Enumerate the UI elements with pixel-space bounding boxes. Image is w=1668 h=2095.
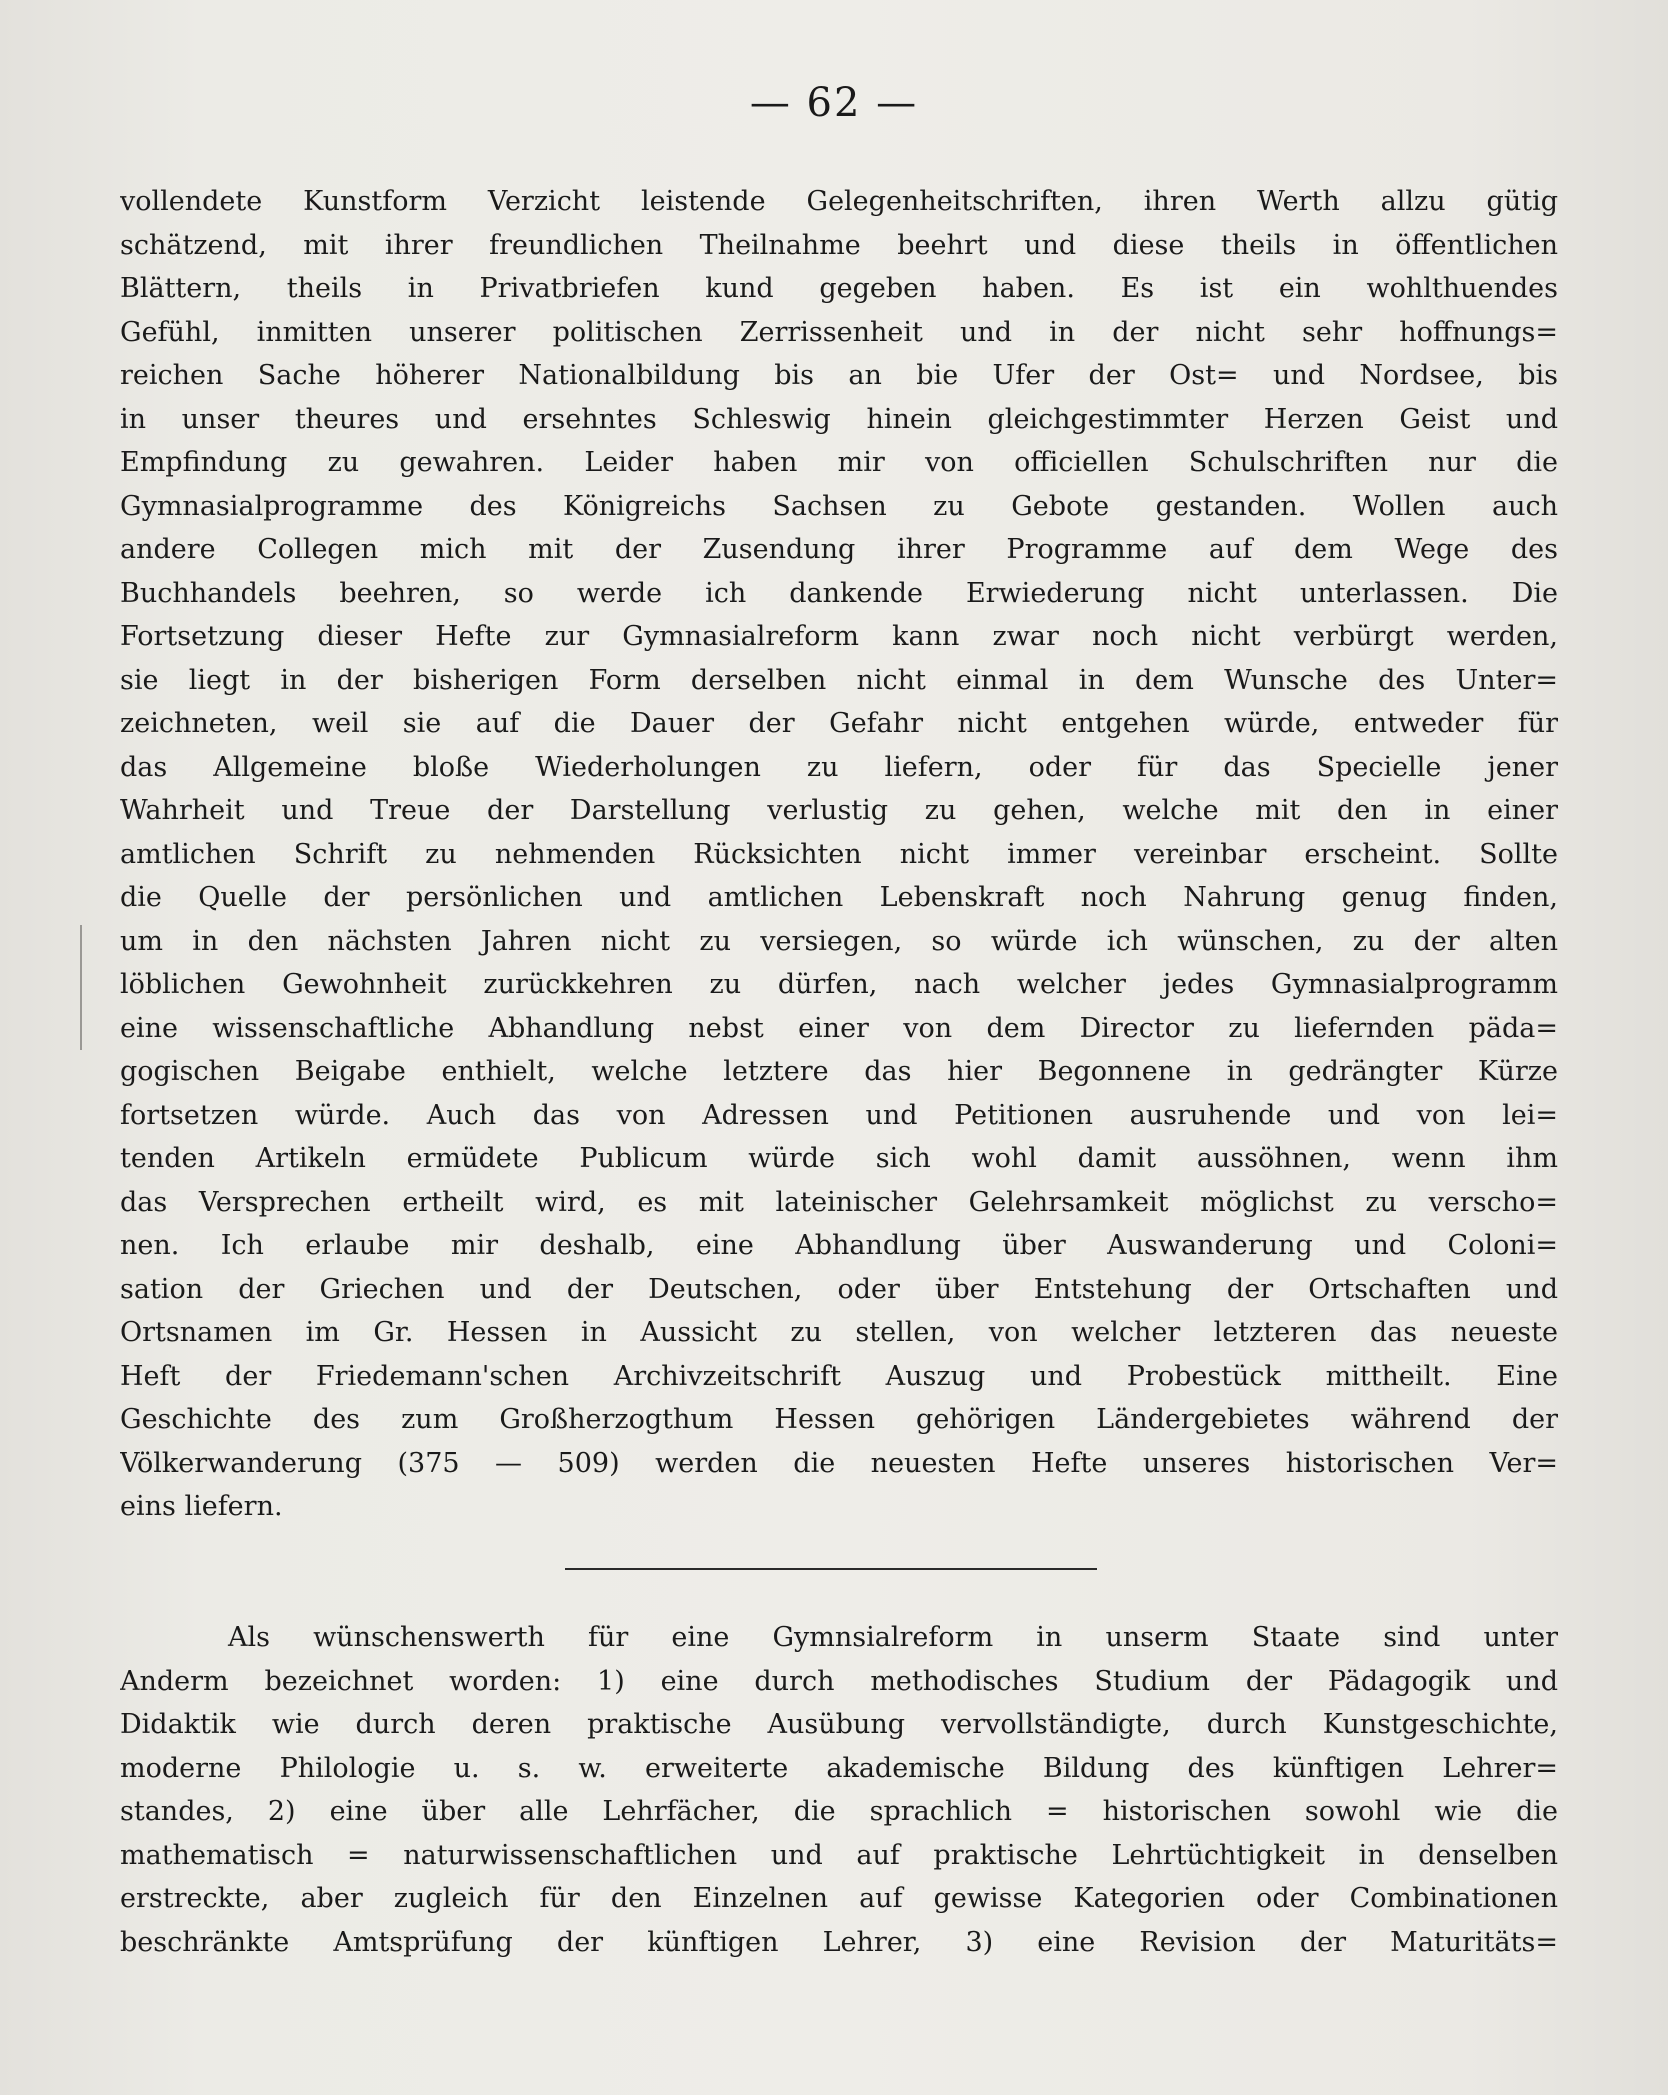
text-line: vollendete Kunstform Verzicht leistende Gelegenheitschriften, ihren Werth allzu gütig bbox=[120, 186, 1558, 217]
text-line: standes, 2) eine über alle Lehrfächer, die sprachlich = historischen sowohl wie die bbox=[120, 1796, 1558, 1827]
text-line: das Versprechen ertheilt wird, es mit lateinischer Gelehrsamkeit möglichst zu verscho= bbox=[120, 1186, 1558, 1218]
margin-mark bbox=[80, 925, 82, 1050]
text-line: das Allgemeine bloße Wiederholungen zu liefern, oder für das Specielle jener bbox=[120, 751, 1558, 783]
text-line: Heft der Friedemann'schen Archivzeitschrift Auszug und Probestück mittheilt. Eine bbox=[120, 1360, 1558, 1392]
text-line: sie liegt in der bisherigen Form derselben nicht einmal in dem Wunsche des Unter= bbox=[120, 664, 1558, 696]
text-line: moderne Philologie u. s. w. erweiterte akademische Bildung des künftigen Lehrer= bbox=[120, 1752, 1558, 1784]
text-line: sation der Griechen und der Deutschen, oder über Entstehung der Ortschaften und bbox=[120, 1273, 1558, 1305]
section-divider bbox=[565, 1568, 1097, 1570]
text-line: Gefühl, inmitten unserer politischen Zerrissenheit und in der nicht sehr hoffnungs= bbox=[120, 316, 1558, 348]
text-line: schätzend, mit ihrer freundlichen Theilnahme beehrt und diese theils in öffentlichen bbox=[120, 229, 1558, 261]
text-line: Buchhandels beehren, so werde ich dankende Erwiederung nicht unterlassen. Die bbox=[120, 577, 1558, 609]
text-line: reichen Sache höherer Nationalbildung bis an bie Ufer der Ost= und Nordsee, bis bbox=[120, 360, 1558, 391]
text-line: Wahrheit und Treue der Darstellung verlustig zu gehen, welche mit den in einer bbox=[120, 795, 1558, 826]
text-line: Anderm bezeichnet worden: 1) eine durch methodisches Studium der Pädagogik und bbox=[120, 1665, 1558, 1697]
text-line: andere Collegen mich mit der Zusendung ihrer Programme auf dem Wege des bbox=[120, 534, 1558, 565]
paragraph-continuation bbox=[120, 180, 1558, 1529]
text-line: Blättern, theils in Privatbriefen kund gegeben haben. Es ist ein wohlthuendes bbox=[120, 273, 1558, 304]
page-number: — 62 — bbox=[749, 80, 919, 126]
text-line: erstreckte, aber zugleich für den Einzelnen auf gewisse Kategorien oder Combinationen bbox=[120, 1883, 1558, 1914]
text-line: amtlichen Schrift zu nehmenden Rücksichten nicht immer vereinbar erscheint. Sollte bbox=[120, 838, 1558, 870]
text-line: nen. Ich erlaube mir deshalb, eine Abhandlung über Auswanderung und Coloni= bbox=[120, 1230, 1558, 1261]
text-line: mathematisch = naturwissenschaftlichen und auf praktische Lehrtüchtigkeit in denselben bbox=[120, 1839, 1558, 1871]
text-line: eine wissenschaftliche Abhandlung nebst einer von dem Director zu liefernden päda= bbox=[120, 1012, 1558, 1044]
text-line: tenden Artikeln ermüdete Publicum würde sich wohl damit aussöhnen, wenn ihm bbox=[120, 1143, 1558, 1174]
text-line: löblichen Gewohnheit zurückkehren zu dürfen, nach welcher jedes Gymnasialprogramm bbox=[120, 969, 1558, 1000]
text-line: Ortsnamen im Gr. Hessen in Aussicht zu stellen, von welcher letzteren das neueste bbox=[120, 1317, 1558, 1348]
text-line: Gymnasialprogramme des Königreichs Sachsen zu Gebote gestanden. Wollen auch bbox=[120, 490, 1558, 522]
text-line: Geschichte des zum Großherzogthum Hessen gehörigen Ländergebietes während der bbox=[120, 1404, 1558, 1435]
text-line: Fortsetzung dieser Hefte zur Gymnasialreform kann zwar noch nicht verbürgt werden, bbox=[120, 621, 1558, 652]
text-line: fortsetzen würde. Auch das von Adressen und Petitionen ausruhende und von lei= bbox=[120, 1099, 1558, 1131]
text-line: zeichneten, weil sie auf die Dauer der Gefahr nicht entgehen würde, entweder für bbox=[120, 708, 1558, 739]
text-line: die Quelle der persönlichen und amtlichen Lebenskraft noch Nahrung genug finden, bbox=[120, 882, 1558, 913]
text-line: Völkerwanderung (375 — 509) werden die neuesten Hefte unseres historischen Ver= bbox=[120, 1447, 1558, 1479]
text-line: gogischen Beigabe enthielt, welche letztere das hier Begonnene in gedrängter Kürze bbox=[120, 1056, 1558, 1087]
text-line: in unser theures und ersehntes Schleswig hinein gleichgestimmter Herzen Geist und bbox=[120, 403, 1558, 435]
text-line: Didaktik wie durch deren praktische Ausübung vervollständigte, durch Kunstgeschichte, bbox=[120, 1709, 1558, 1740]
text-line: Als wünschenswerth für eine Gymnsialreform in unserm Staate sind unter bbox=[228, 1622, 1558, 1653]
text-line: Empfindung zu gewahren. Leider haben mir von officiellen Schulschriften nur die bbox=[120, 447, 1558, 478]
text-line: beschränkte Amtsprüfung der künftigen Lehrer, 3) eine Revision der Maturitäts= bbox=[120, 1926, 1558, 1958]
paragraph-gymnasial-reform bbox=[120, 1616, 1558, 1964]
text-line: um in den nächsten Jahren nicht zu versiegen, so würde ich wünschen, zu der alten bbox=[120, 925, 1558, 957]
text-line: eins liefern. bbox=[120, 1491, 283, 1522]
